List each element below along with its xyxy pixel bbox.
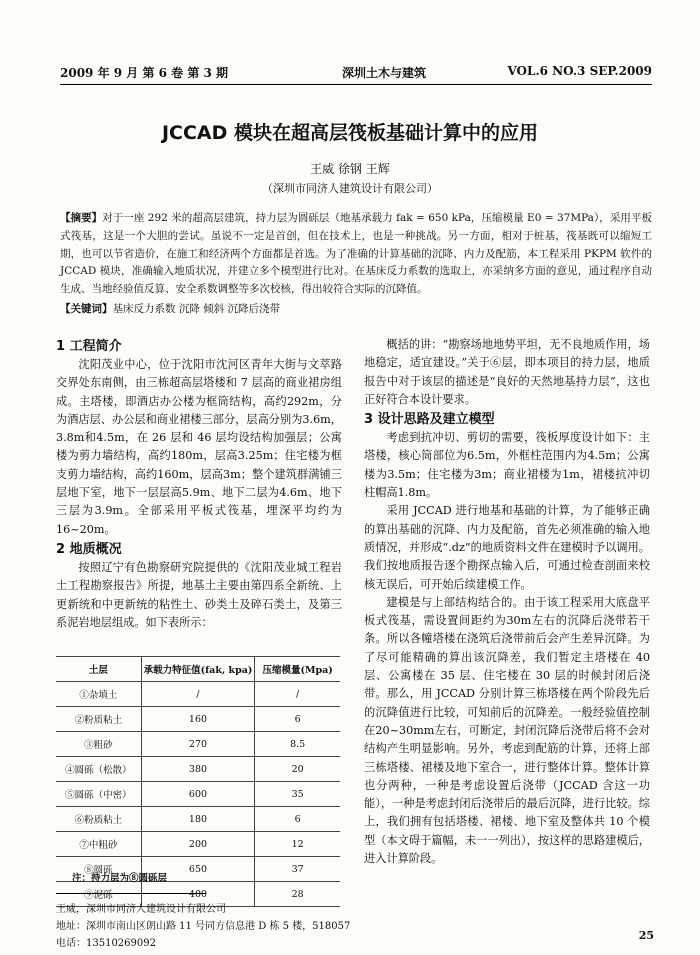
table-cell: ①杂填土	[56, 682, 141, 707]
table-cell: /	[255, 682, 340, 707]
table-cell: 600	[141, 782, 255, 807]
table-cell: 400	[141, 882, 255, 907]
journal-issue: 2009 年 9 月 第 6 卷 第 3 期	[60, 66, 229, 80]
page-number: 25	[638, 929, 654, 942]
table-cell: 35	[255, 782, 340, 807]
section-2-heading: 2 地质概况	[56, 541, 122, 557]
table-row	[56, 757, 340, 782]
table-header-cell: 土层	[56, 657, 141, 682]
table-cell: 180	[141, 807, 255, 832]
journal-volume: VOL.6 NO.3 SEP.2009	[507, 64, 652, 78]
table-cell: ④圆砾（松散）	[56, 757, 141, 782]
table-row	[56, 682, 340, 707]
abstract-label: 【摘要】	[60, 212, 103, 224]
footnote-rule	[56, 893, 206, 894]
keywords	[60, 301, 652, 316]
table-cell: 380	[141, 757, 255, 782]
journal-name: 深圳土木与建筑	[342, 66, 427, 80]
keywords-label: 【关键词】	[60, 303, 113, 315]
table-cell: 20	[255, 757, 340, 782]
table-row	[56, 832, 340, 857]
table-cell: 37	[255, 857, 340, 882]
footnote-address: 地址：深圳市南山区朗山路 11 号同方信息港 D 栋 5 楼，518057	[56, 921, 351, 932]
table-cell: 12	[255, 832, 340, 857]
table-cell: 6	[255, 707, 340, 732]
running-header	[60, 64, 652, 82]
keywords-text: 基床反力系数 沉降 倾斜 沉降后浇带	[112, 303, 281, 315]
footnote-author: 王威，深圳市同济人建筑设计有限公司	[56, 904, 226, 915]
abstract	[60, 210, 652, 299]
table-cell: /	[141, 682, 255, 707]
table-cell: 6	[255, 807, 340, 832]
left-column	[56, 336, 342, 632]
table-cell: ③粗砂	[56, 732, 141, 757]
table-cell: 650	[141, 857, 255, 882]
table-row	[56, 807, 340, 832]
section-3-heading: 3 设计思路及建立模型	[364, 412, 495, 428]
table-cell: 160	[141, 707, 255, 732]
table-cell: ⑥粉质粘土	[56, 807, 141, 832]
table-header-cell: 承载力特征值(fak, kpa)	[141, 657, 255, 682]
table-row	[56, 732, 340, 757]
paper-title: JCCAD 模块在超高层筏板基础计算中的应用	[161, 122, 539, 144]
table-header-row	[56, 657, 340, 682]
table-cell: 28	[255, 882, 340, 907]
footnote-phone: 电话：13510269092	[56, 938, 156, 949]
section-2-continuation: 概括的讲：“勘察场地地势平坦，无不良地质作用，场地稳定，适宜建设。”关于⑥层，即本项目的持力层，地质报告中对于该层的描述是“良好的天然地基持力层”，这也正好符合本设计要求。	[364, 338, 650, 406]
section-1-heading: 1 工程简介	[56, 339, 122, 354]
table-cell: ⑧圆砾	[56, 857, 141, 882]
section-3-paragraph-3: 建模是与上部结构结合的。由于该工程采用大底盘平板式筏基，需设置间距约为30m左右的沉降后浇带若干条。所以各幢塔楼在浇筑后浇带前后会产生差异沉降。为了尽可能精确的算出该沉降差，我们暂定主塔楼在 40 层、公寓楼在 35 层、住宅楼在 30 层的时候封闭后浇带。那么，用 JCCAD 分别计算三栋塔楼在两个阶段先后的沉降值进行比较，可知前后的沉降差。一般经验值控制在20~30mm左右，可断定，封闭沉降后浇带后将不会对结构产生明显影响。另外，考虑到配筋的计算，还将上部三栋塔楼、裙楼及地下室合一，进行整体计算。整体计算也分两种，一种是考虑设置后浇带（JCCAD 含这一功能），一种是考虑封闭后浇带后的最后沉降，进行比较。综上，我们拥有包括塔楼、裙楼、地下室及整体共 10 个模型（本文碍于篇幅，未一一列出），按这样的思路建模后，进入计算阶段。	[364, 595, 650, 866]
section-1-paragraph: 沈阳茂业中心，位于沈阳市沈河区青年大街与文萃路交界处东南侧，由三栋超高层塔楼和 7 层高的商业裙房组成。主塔楼，即酒店办公楼为框筒结构，高约292m，分为酒店层、办公层和商业裙楼三部分，层高分别为3.6m，3.8m和4.5m，在 26 层和 46 层均设结构加强层；公寓楼为剪力墙结构，高约180m，层高3.25m；住宅楼为框支剪力墙结构，高约160m，层高3m；整个建筑群满铺三层地下室，地下一层层高5.9m、地下二层为4.6m、地下三层为3.9m。全部采用平板式筏基，埋深平均约为16~20m。	[56, 358, 342, 536]
header-rule	[60, 84, 652, 85]
table-cell: ⑤圆砾（中密）	[56, 782, 141, 807]
table-cell: 8.5	[255, 732, 340, 757]
table-row	[56, 707, 340, 732]
section-2-paragraph: 按照辽宁有色勘察研究院提供的《沈阳茂业城工程岩土工程勘察报告》所提，地基土主要由第四系全新统、上更新统和中更新统的粘性土、砂类土及碎石类土，及第三系泥岩地层组成。如下表所示：	[56, 560, 342, 629]
affiliation: （深圳市同济人建筑设计有限公司）	[262, 182, 438, 195]
abstract-text: 对于一座 292 米的超高层建筑，持力层为圆砾层（地基承载力 fak = 650 kPa，压缩模量 E0 = 37MPa），采用平板式筏基，这是一个大胆的尝试。虽说不一定是首创，但在技术上，也是一种挑战。另一方面，相对于桩基，筏基既可以缩短工期，也可以节省造价，在施工和经济两个方面都是首选。为了准确的计算基础的沉降、内力及配筋，本工程采用 PKPM 软件的 JCCAD 模块，准确输入地质状况，并建立多个模型进行比对。在基床反力系数的选取上，亦采纳多方面的意见，通过程序自动生成、当地经验值反算、安全系数调整等多次校核，得出较符合实际的沉降值。	[60, 212, 652, 296]
table-cell: 200	[141, 832, 255, 857]
table-cell: ⑦中粗砂	[56, 832, 141, 857]
author-list: 王威 徐钢 王辉	[310, 162, 390, 176]
table-note: 注：持力层为⑧圆砾层	[72, 873, 168, 884]
table-cell: ⑨泥砾	[56, 882, 141, 907]
table-header-cell: 压缩模量(Mpa)	[255, 657, 340, 682]
section-3-paragraph-1: 考虑到抗冲切、剪切的需要，筏板厚度设计如下：主塔楼，核心筒部位为6.5m，外框柱范围内为4.5m；公寓楼为3.5m；住宅楼为3m；商业裙楼为1m，裙楼抗冲切柱帽高1.8m。	[364, 431, 650, 500]
right-column	[364, 336, 650, 868]
section-3-paragraph-2: 采用 JCCAD 进行地基和基础的计算，为了能够正确的算出基础的沉降、内力及配筋，首先必须准确的输入地质情况，并形成“.dz”的地质资料文件在建模时予以调用。我们按地质报告逐个勘探点输入后，可通过检查剖面来校核无误后，可开始后续建模工作。	[364, 504, 650, 591]
table-cell: 270	[141, 732, 255, 757]
table-row	[56, 782, 340, 807]
table-cell: ②粉质粘土	[56, 707, 141, 732]
